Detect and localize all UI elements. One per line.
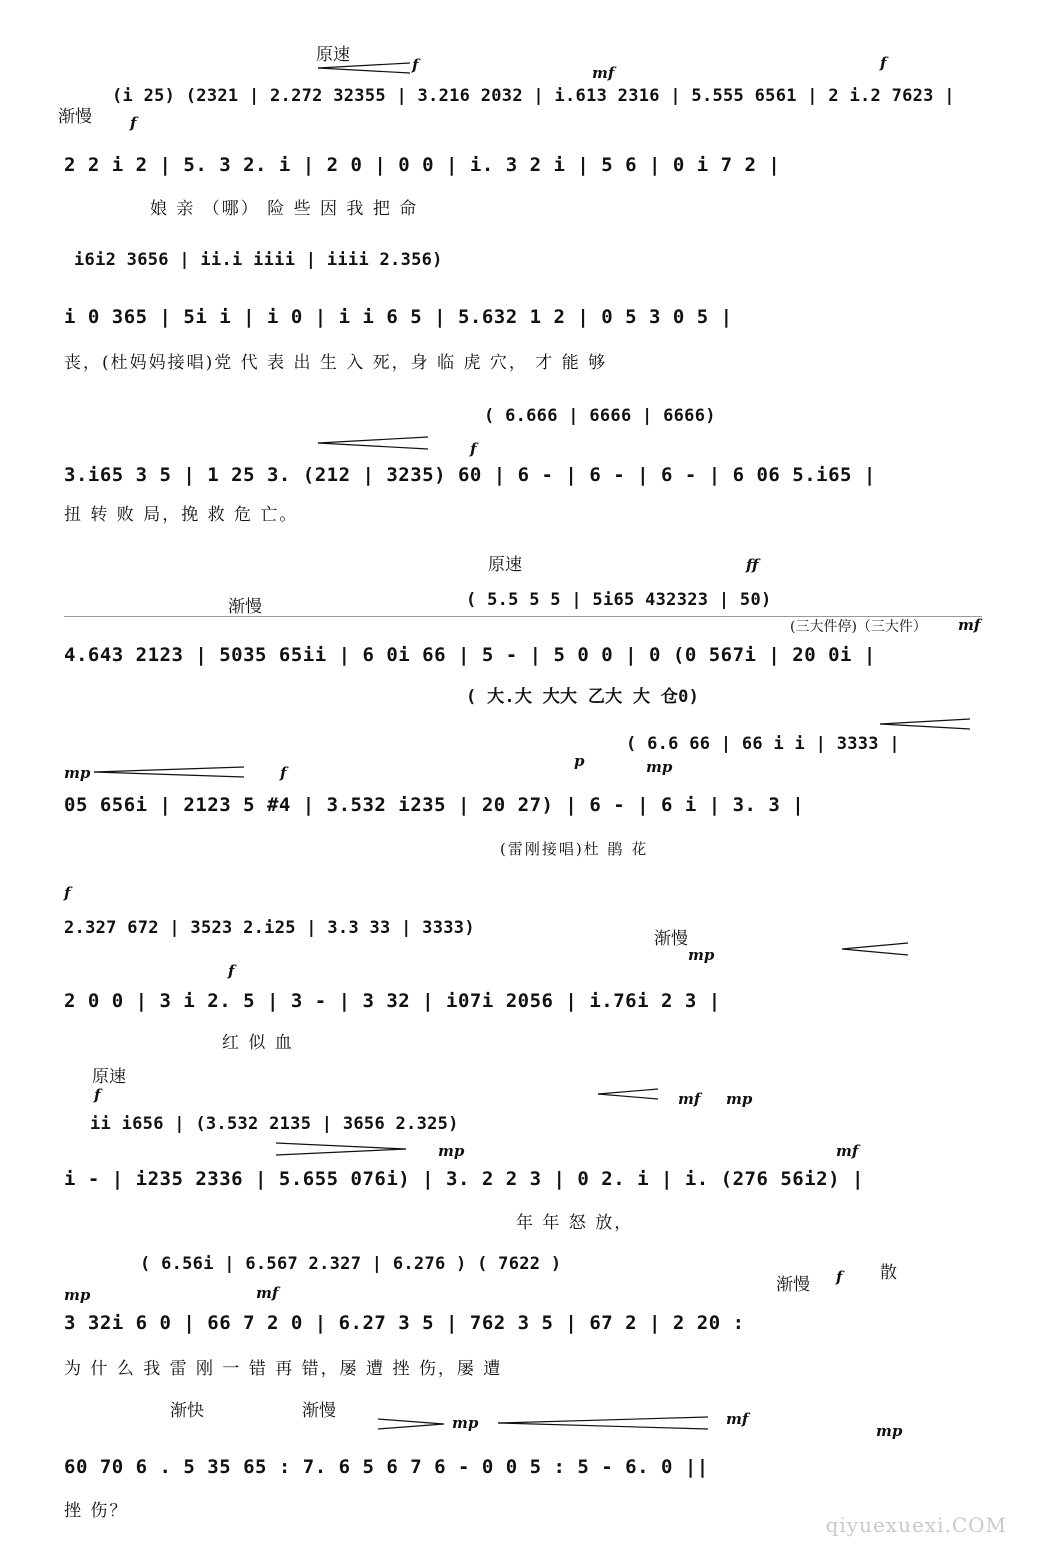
lyrics-line: (雷刚接唱)杜 鹃 花 [500,840,649,858]
dynamic-mark: mf [836,1142,859,1160]
dynamic-mark: f [412,56,419,74]
dynamic-mark: mp [452,1414,479,1432]
tempo-marking: 渐慢 [776,1275,810,1295]
dynamic-mark: p [574,752,585,770]
dynamic-mark: ff [746,556,759,574]
melody-line: 3.i65 3 5 | 1 25 3. (212 | 3235) 60 | 6 - | 6 - | 6 - | 6 06 5.i65 | [64,464,876,486]
accompaniment-line: ( 6.666 | 6666 | 6666) [484,406,716,426]
accompaniment-line: ii i656 | (3.532 2135 | 3656 2.325) [90,1114,459,1134]
melody-line: i 0 365 | 5i i | i 0 | i i 6 5 | 5.632 1 2 | 0 5 3 0 5 | [64,306,733,328]
tempo-marking: 渐慢 [654,929,688,949]
accompaniment-line: ( 6.6 66 | 66 i i | 3333 | [626,734,900,754]
tempo-marking: 散 [880,1263,897,1283]
dynamic-mark: mf [678,1090,701,1108]
lyrics-line: 为 什 么 我 雷 刚 一 错 再 错，屡 遭 挫 伤，屡 遭 [64,1359,503,1379]
melody-line: 4.643 2123 | 5035 65ii | 6 0i 66 | 5 - | 5 0 0 | 0 (0 567i | 20 0i | [64,644,876,666]
melody-line: 3 32i 6 0 | 66 7 2 0 | 6.27 3 5 | 762 3 5 | 67 2 | 2 20 : [64,1312,745,1334]
dynamic-mark: mf [726,1410,749,1428]
lyrics-line: 丧，(杜妈妈接唱)党 代 表 出 生 入 死，身 临 虎 穴， 才 能 够 [64,353,608,373]
melody-line: 05 656i | 2123 5 #4 | 3.532 i235 | 20 27) | 6 - | 6 i | 3. 3 | [64,794,805,816]
dynamic-mark: mp [726,1090,753,1108]
dynamic-mark: mp [688,946,715,964]
tempo-marking: 渐快 [170,1401,204,1421]
tempo-marking: 原速 [488,555,522,575]
tempo-marking: 渐慢 [302,1401,336,1421]
lyrics-line: 红 似 血 [222,1033,294,1053]
dynamic-mark: f [130,114,137,132]
tempo-marking: 原速 [316,45,350,65]
dynamic-mark: f [836,1268,843,1286]
melody-line: i - | i235 2336 | 5.655 076i) | 3. 2 2 3 | 0 2. i | i. (276 56i2) | [64,1168,864,1190]
tempo-marking: 原速 [92,1067,126,1087]
dynamic-mark: mp [876,1422,903,1440]
lyrics-line: 娘 亲 （哪） 险 些 因 我 把 命 [150,199,419,219]
dynamic-mark: f [280,764,287,782]
accompaniment-line: i6i2 3656 | ii.i iiii | iiii 2.356) [74,250,443,270]
tempo-marking: 渐慢 [58,107,92,127]
dynamic-mark: mp [438,1142,465,1160]
dynamic-mark: mf [958,616,981,634]
melody-line: 2 0 0 | 3 i 2. 5 | 3 - | 3 32 | i07i 2056 | i.76i 2 3 | [64,990,721,1012]
melody-line: 60 70 6 . 5 35 65 : 7. 6 5 6 7 6 - 0 0 5 : 5 - 6. 0 || [64,1456,709,1478]
accompaniment-line: ( 6.56i | 6.567 2.327 | 6.276 ) ( 7622 ) [140,1254,562,1274]
dynamic-mark: f [880,54,887,72]
dynamic-mark: mp [64,1286,91,1304]
site-watermark: qiyuexuexi.COM [825,1513,1007,1537]
dynamic-mark: mf [256,1284,279,1302]
melody-line: 2 2 i 2 | 5. 3 2. i | 2 0 | 0 0 | i. 3 2 i | 5 6 | 0 i 7 2 | [64,154,781,176]
dynamic-mark: f [470,440,477,458]
lyrics-line: 挫 伤？ [64,1501,129,1521]
tempo-marking: 渐慢 [228,597,262,617]
accompaniment-line: ( 5.5 5 5 | 5i65 432323 | 50) [466,590,772,610]
dynamic-mark: f [94,1086,101,1104]
accompaniment-line: 2.327 672 | 3523 2.i25 | 3.3 33 | 3333) [64,918,475,938]
staff-divider [64,616,982,617]
accompaniment-line: (i 25) (2321 | 2.272 32355 | 3.216 2032 | i.613 2316 | 5.555 6561 | 2 i.2 7623 | [112,86,955,106]
lyrics-line: 年 年 怒 放， [516,1213,634,1233]
lyrics-line: 扭 转 败 局，挽 救 危 亡。 [64,505,299,525]
performance-note: (三大件停)（三大件） [790,619,927,635]
dynamic-mark: f [64,884,71,902]
dynamic-mark: mp [64,764,91,782]
dynamic-mark: mf [592,64,615,82]
percussion-line: ( 大.大 大大 乙大 大 仓0) [466,687,700,707]
dynamic-mark: mp [646,758,673,776]
dynamic-mark: f [228,962,235,980]
